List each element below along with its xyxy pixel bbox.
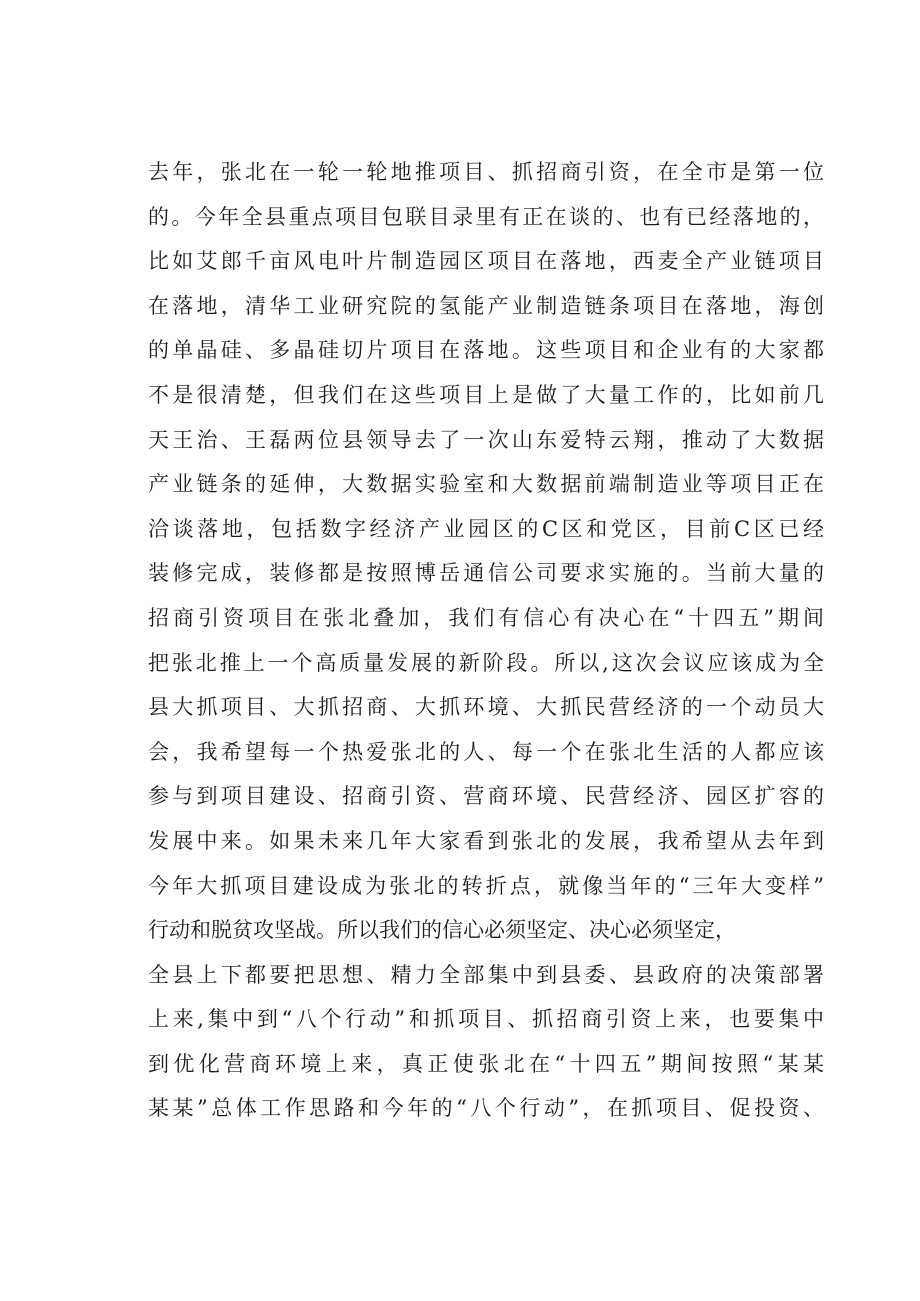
text-line-22: 某某”总体工作思路和今年的“八个行动”，在抓项目、促投资、: [148, 1096, 824, 1121]
text-line-6: 不是很清楚，但我们在这些项目上是做了大量工作的，比如前几: [148, 382, 824, 407]
text-line-8: 产业链条的延伸，大数据实验室和大数据前端制造业等项目正在: [148, 472, 824, 497]
text-line-7: 天王治、王磊两位县领导去了一次山东爱特云翔，推动了大数据: [148, 427, 824, 452]
text-line-13: 县大抓项目、大抓招商、大抓环境、大抓民营经济的一个动员大: [148, 695, 824, 720]
text-line-11: 招商引资项目在张北叠加，我们有信心有决心在“十四五”期间: [148, 605, 824, 630]
text-line-4: 在落地，清华工业研究院的氢能产业制造链条项目在落地，海创: [148, 293, 824, 318]
text-line-20: 上来,集中到“八个行动”和抓项目、抓招商引资上来，也要集中: [148, 1007, 824, 1032]
text-line-1: 去年，张北在一轮一轮地推项目、抓招商引资，在全市是第一位: [148, 160, 824, 184]
text-line-21: 到优化营商环境上来，真正使张北在“十四五”期间按照“某某: [148, 1051, 824, 1076]
text-line-16: 发展中来。如果未来几年大家看到张北的发展，我希望从去年到: [148, 828, 824, 853]
text-line-17: 今年大抓项目建设成为张北的转折点，就像当年的“三年大变样”: [148, 873, 824, 898]
text-line-10: 装修完成，装修都是按照博岳通信公司要求实施的。当前大量的: [148, 561, 824, 586]
text-line-3: 比如艾郎千亩风电叶片制造园区项目在落地，西麦全产业链项目: [148, 249, 824, 274]
text-line-18: 行动和脱贫攻坚战。所以我们的信心必须坚定、决心必须坚定，: [148, 918, 736, 943]
text-line-2: 的。今年全县重点项目包联目录里有正在谈的、也有已经落地的，: [148, 204, 824, 229]
text-line-5: 的单晶硅、多晶硅切片项目在落地。这些项目和企业有的大家都: [148, 338, 824, 363]
text-line-15: 参与到项目建设、招商引资、营商环境、民营经济、园区扩容的: [148, 784, 824, 809]
text-line-9: 洽谈落地，包括数字经济产业园区的C区和党区，目前C区已经: [148, 516, 824, 541]
body-paragraph: [148, 150, 824, 1131]
text-line-19: 全县上下都要把思想、精力全部集中到县委、县政府的决策部署: [148, 962, 824, 987]
text-line-14: 会，我希望每一个热爱张北的人、每一个在张北生活的人都应该: [148, 739, 824, 764]
text-line-12: 把张北推上一个高质量发展的新阶段。所以,这次会议应该成为全: [148, 650, 824, 675]
